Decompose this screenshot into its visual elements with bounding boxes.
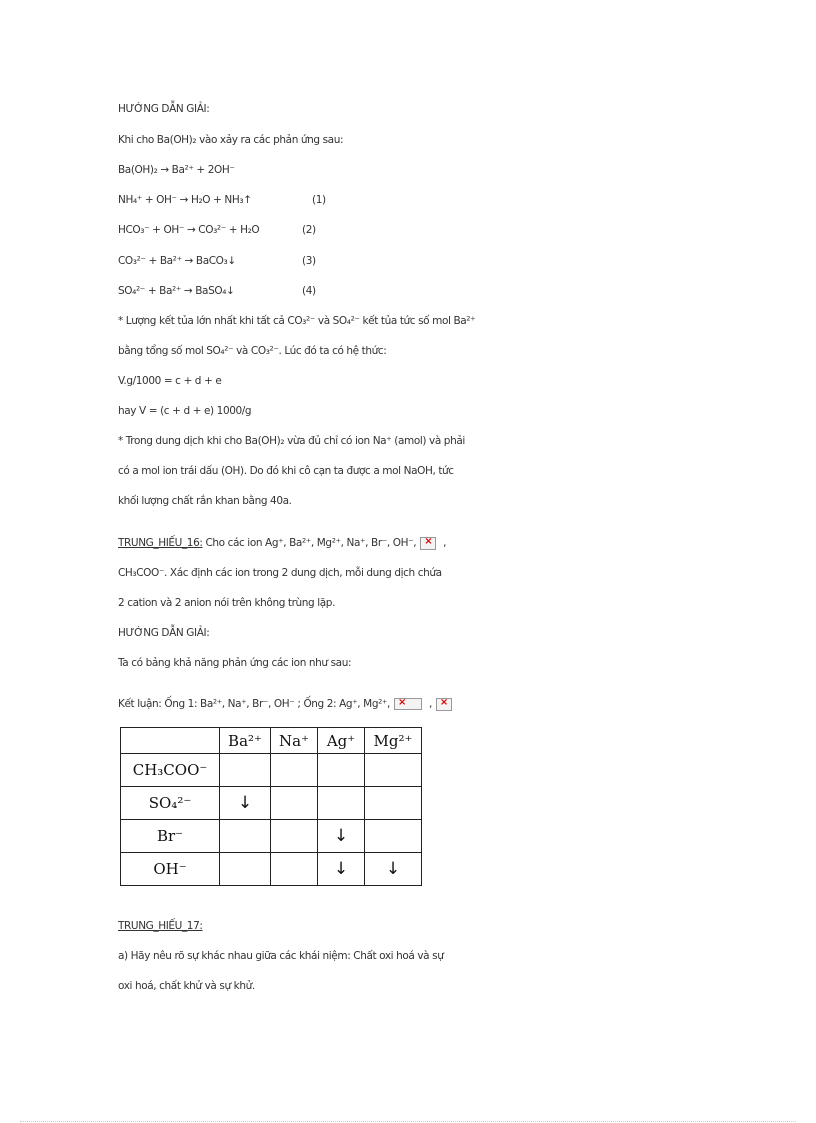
row-label: SO₄²⁻ [121, 787, 220, 820]
table-cell: ↓ [318, 820, 365, 853]
table-header-cell: Ba²⁺ [220, 728, 271, 754]
text-line: a) Hãy nêu rõ sự khác nhau giữa các khái niệm: Chất oxi hoá và sự [118, 950, 444, 962]
equation-line: NH₄⁺ + OH⁻ → H₂O + NH₃↑ [118, 194, 252, 206]
table-header-cell: Ag⁺ [318, 728, 365, 754]
text-line: CH₃COO⁻. Xác định các ion trong 2 dung dịch, mỗi dung dịch chứa [118, 567, 442, 579]
table-header-cell: Mg²⁺ [365, 728, 422, 754]
conclusion-line [118, 697, 456, 711]
text-line: Ta có bảng khả năng phản ứng các ion như sau: [118, 657, 352, 669]
table-row [121, 853, 422, 886]
table-header-row [121, 728, 422, 754]
equation-number: (3) [302, 255, 316, 267]
table-cell [220, 853, 271, 886]
page-divider [20, 1121, 796, 1122]
heading-solution: HƯỚNG DẪN GIẢI: [118, 627, 210, 639]
table-cell [271, 754, 318, 787]
table-cell: ↓ [318, 853, 365, 886]
text-line: Khi cho Ba(OH)₂ vào xảy ra các phản ứng sau: [118, 134, 344, 146]
table-cell [365, 787, 422, 820]
problem-17-label: TRUNG_HIẾU_17: [118, 920, 203, 932]
comma: , [440, 537, 447, 549]
text-line: oxi hoá, chất khử và sự khử. [118, 980, 255, 992]
table-cell [220, 820, 271, 853]
equation-number: (4) [302, 285, 316, 297]
table-row [121, 787, 422, 820]
equation-number: (2) [302, 224, 316, 236]
broken-image-icon [420, 537, 436, 550]
broken-image-icon [436, 698, 452, 711]
text-line: bằng tổng số mol SO₄²⁻ và CO₃²⁻. Lúc đó ta có hệ thức: [118, 345, 387, 357]
ion-reaction-table [120, 727, 422, 886]
table-header-cell: Na⁺ [271, 728, 318, 754]
table-cell: ↓ [220, 787, 271, 820]
table-cell [271, 853, 318, 886]
table-cell [365, 820, 422, 853]
problem-16-line [118, 536, 446, 550]
row-label: CH₃COO⁻ [121, 754, 220, 787]
table-cell [271, 787, 318, 820]
table-cell [365, 754, 422, 787]
equation-line: HCO₃⁻ + OH⁻ → CO₃²⁻ + H₂O [118, 224, 260, 236]
heading-solution: HƯỚNG DẪN GIẢI: [118, 103, 210, 115]
table-cell [220, 754, 271, 787]
table-cell: ↓ [365, 853, 422, 886]
text-line: khối lượng chất rắn khan bằng 40a. [118, 495, 292, 507]
row-label: Br⁻ [121, 820, 220, 853]
table-header-cell [121, 728, 220, 754]
broken-image-icon [394, 698, 422, 710]
text-line: V.g/1000 = c + d + e [118, 375, 222, 387]
text-line: 2 cation và 2 anion nói trên không trùng lặp. [118, 597, 336, 609]
conclusion-text: Kết luận: Ống 1: Ba²⁺, Na⁺, Br⁻, OH⁻ ; Ống 2: Ag⁺, Mg²⁺, [118, 698, 390, 710]
equation-line: CO₃²⁻ + Ba²⁺ → BaCO₃↓ [118, 255, 236, 267]
problem-16-label: TRUNG_HIẾU_16: [118, 537, 203, 549]
text-line: hay V = (c + d + e) 1000/g [118, 405, 252, 417]
table-cell [271, 820, 318, 853]
problem-16-text: Cho các ion Ag⁺, Ba²⁺, Mg²⁺, Na⁺, Br⁻, OH⁻, [202, 537, 417, 549]
text-line: * Trong dung dịch khi cho Ba(OH)₂ vừa đủ chỉ có ion Na⁺ (amol) và phải [118, 435, 465, 447]
comma: , [426, 698, 432, 710]
table-cell [318, 754, 365, 787]
table-row [121, 820, 422, 853]
text-line: * Lượng kết tủa lớn nhất khi tất cả CO₃²⁻ và SO₄²⁻ kết tủa tức số mol Ba²⁺ [118, 315, 476, 327]
equation-line: Ba(OH)₂ → Ba²⁺ + 2OH⁻ [118, 164, 235, 176]
equation-number: (1) [312, 194, 326, 206]
table-cell [318, 787, 365, 820]
row-label: OH⁻ [121, 853, 220, 886]
equation-line: SO₄²⁻ + Ba²⁺ → BaSO₄↓ [118, 285, 235, 297]
text-line: có a mol ion trái dấu (OH). Do đó khi cô cạn ta được a mol NaOH, tức [118, 465, 454, 477]
table-row [121, 754, 422, 787]
